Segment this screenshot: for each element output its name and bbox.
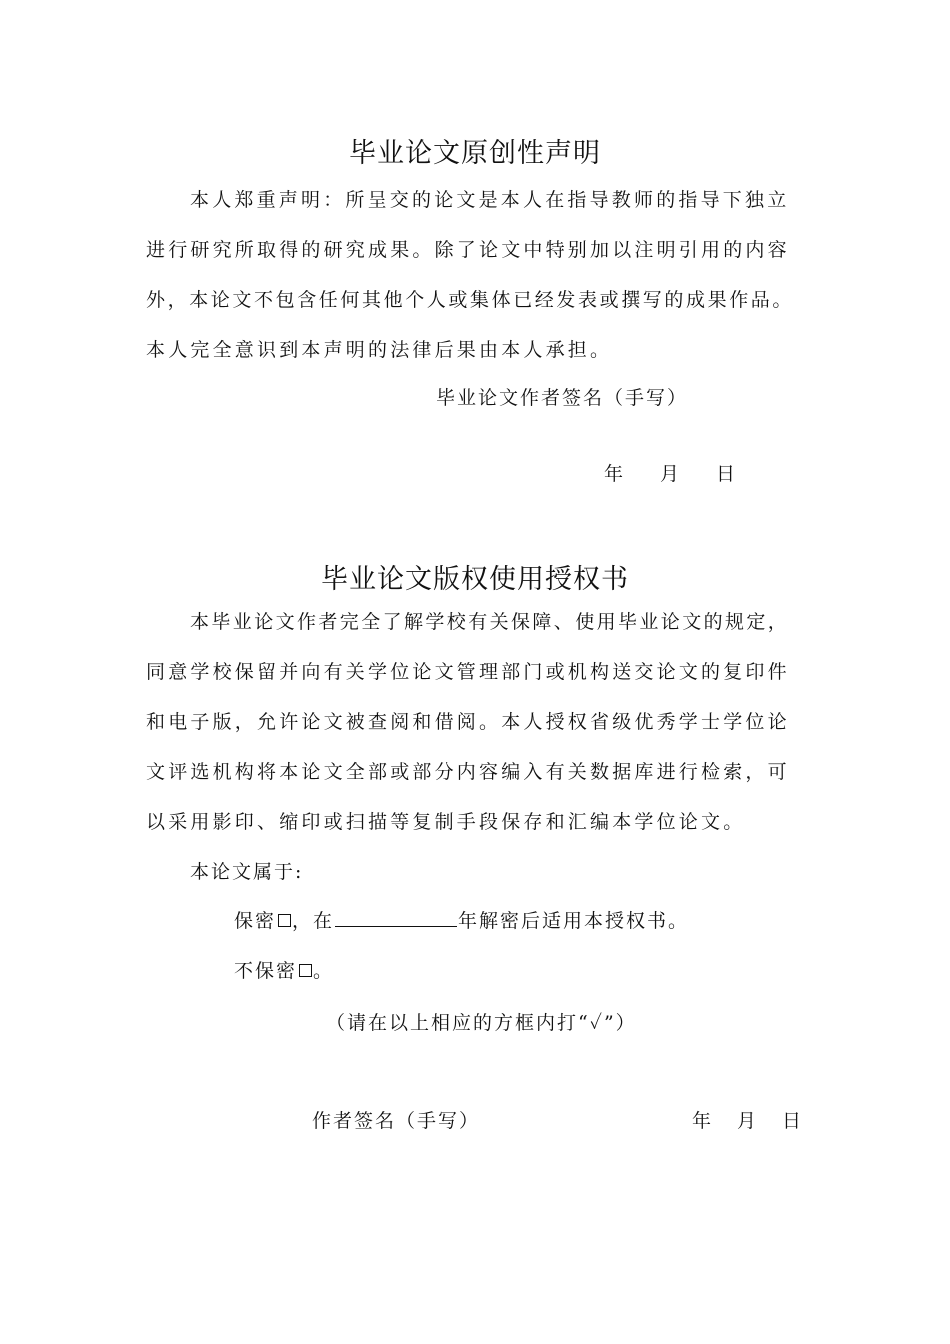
declaration-title: 毕业论文原创性声明 <box>349 138 601 169</box>
declaration-date-day: 日 <box>716 463 736 485</box>
authorization-title: 毕业论文版权使用授权书 <box>321 564 629 595</box>
authorization-line-3: 和电子版，允许论文被查阅和借阅。本人授权省级优秀学士学位论 <box>146 711 790 733</box>
option-secret-suffix: 年解密后适用本授权书。 <box>458 910 690 932</box>
declaration-date-year: 年 <box>604 463 624 485</box>
authorization-signature-label: 作者签名（手写） <box>312 1110 481 1132</box>
declaration-date-month: 月 <box>660 463 680 485</box>
option-secret-middle: ，在 <box>292 910 335 932</box>
checkbox-instruction: （请在以上相应的方框内打“✓”） <box>326 1012 637 1034</box>
declaration-signature-label: 毕业论文作者签名（手写） <box>436 387 689 409</box>
option-secret-prefix: 保密 <box>234 910 277 932</box>
option-public-suffix: 。 <box>313 960 335 982</box>
authorization-date-month: 月 <box>737 1110 757 1132</box>
declaration-line-1: 本人郑重声明：所呈交的论文是本人在指导教师的指导下独立 <box>190 189 790 211</box>
authorization-date-year: 年 <box>692 1110 712 1132</box>
secret-checkbox[interactable] <box>278 914 291 927</box>
declaration-line-4: 本人完全意识到本声明的法律后果由本人承担。 <box>146 339 613 361</box>
belongs-label: 本论文属于: <box>190 861 304 883</box>
decrypt-year-blank[interactable] <box>335 908 457 927</box>
public-checkbox[interactable] <box>299 964 312 977</box>
authorization-line-2: 同意学校保留并向有关学位论文管理部门或机构送交论文的复印件 <box>146 661 790 683</box>
declaration-line-2: 进行研究所取得的研究成果。除了论文中特别加以注明引用的内容 <box>146 239 790 261</box>
authorization-line-5: 以采用影印、缩印或扫描等复制手段保存和汇编本学位论文。 <box>146 811 746 833</box>
option-public-prefix: 不保密 <box>234 960 298 982</box>
option-secret <box>234 908 689 934</box>
authorization-line-1: 本毕业论文作者完全了解学校有关保障、使用毕业论文的规定， <box>190 611 790 633</box>
declaration-line-3: 外，本论文不包含任何其他个人或集体已经发表或撰写的成果作品。 <box>146 289 795 311</box>
authorization-date-day: 日 <box>782 1110 802 1132</box>
option-public <box>234 958 334 984</box>
authorization-line-4: 文评选机构将本论文全部或部分内容编入有关数据库进行检索，可 <box>146 761 790 783</box>
